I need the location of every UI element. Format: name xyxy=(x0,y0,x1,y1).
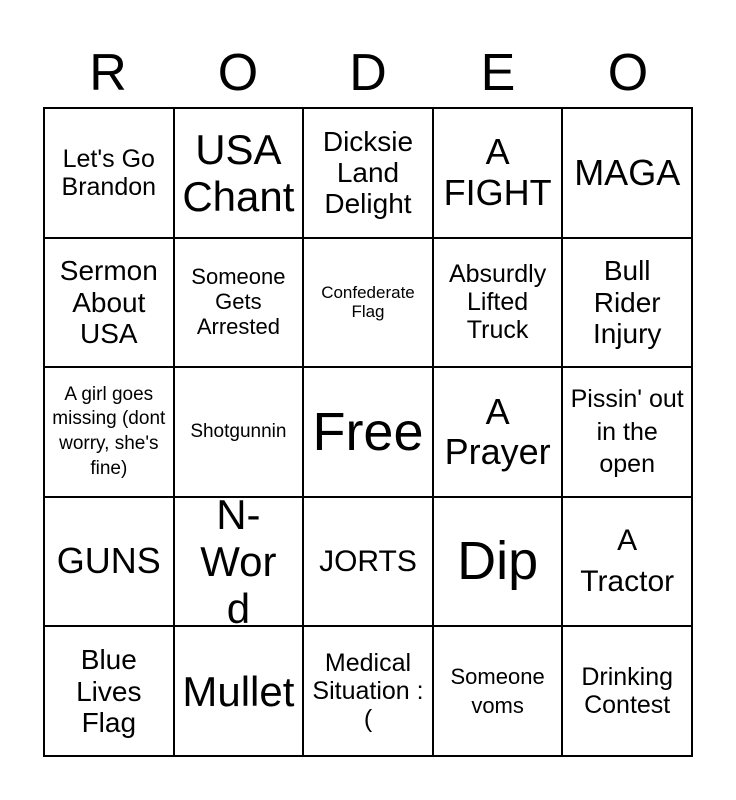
bingo-cell-r2c4[interactable] xyxy=(433,238,563,368)
bingo-cell-r5c1[interactable] xyxy=(44,626,174,756)
bingo-cell-r5c4[interactable] xyxy=(433,626,563,756)
bingo-board xyxy=(43,107,693,757)
cell-label: Dip xyxy=(457,531,539,592)
cell-label: Sermon About USA xyxy=(59,255,158,350)
bingo-cell-r1c2[interactable] xyxy=(174,108,304,238)
bingo-cell-r1c3[interactable] xyxy=(303,108,433,238)
cell-label: Bull Rider Injury xyxy=(592,255,662,350)
cell-label: Dicksie Land Delight xyxy=(322,125,414,220)
bingo-cell-r2c5[interactable] xyxy=(562,238,692,368)
bingo-cell-free[interactable] xyxy=(303,367,433,497)
cell-label: Medical Situation :( xyxy=(312,649,424,734)
bingo-cell-r2c1[interactable] xyxy=(44,238,174,368)
header-letter-r: R xyxy=(89,44,127,102)
cell-label: Absurdly Lifted Truck xyxy=(448,260,547,345)
cell-label: Someone voms xyxy=(450,663,545,719)
cell-label: A Prayer xyxy=(444,390,551,472)
bingo-header xyxy=(43,38,693,108)
cell-label: Mullet xyxy=(182,667,295,715)
header-letter-o: O xyxy=(217,44,259,102)
cell-label: MAGA xyxy=(574,151,681,193)
bingo-cell-r4c3[interactable] xyxy=(303,497,433,627)
bingo-cell-r5c5[interactable] xyxy=(562,626,692,756)
free-space-label: Free xyxy=(312,401,424,462)
cell-label: JORTS xyxy=(319,544,417,578)
bingo-cell-r5c3[interactable] xyxy=(303,626,433,756)
bingo-cell-r4c1[interactable] xyxy=(44,497,174,627)
cell-label: Someone Gets Arrested xyxy=(191,264,286,339)
bingo-cell-r1c1[interactable] xyxy=(44,108,174,238)
bingo-cell-r2c2[interactable] xyxy=(174,238,304,368)
cell-label: Shotgunnin xyxy=(190,421,287,443)
header-letter-d: D xyxy=(349,44,387,102)
header-letter-o-2: O xyxy=(607,44,649,102)
bingo-cell-r1c5[interactable] xyxy=(562,108,692,238)
bingo-cell-r4c2[interactable] xyxy=(174,497,304,627)
cell-label: A girl goes missing (dont worry, she's fine) xyxy=(52,383,166,479)
header-letter-e: E xyxy=(480,44,516,102)
cell-label: GUNS xyxy=(56,540,161,582)
bingo-cell-r3c5[interactable] xyxy=(562,367,692,497)
cell-label: USA Chant xyxy=(182,125,295,220)
bingo-cell-r3c1[interactable] xyxy=(44,367,174,497)
cell-label: Blue Lives Flag xyxy=(76,644,142,738)
bingo-cell-r1c4[interactable] xyxy=(433,108,563,238)
cell-label: A Tractor xyxy=(580,524,675,598)
cell-label: Confederate Flag xyxy=(321,283,415,322)
bingo-cell-r3c2[interactable] xyxy=(174,367,304,497)
cell-label: A FIGHT xyxy=(443,131,552,213)
bingo-cell-r3c4[interactable] xyxy=(433,367,563,497)
bingo-cell-r4c5[interactable] xyxy=(562,497,692,627)
cell-label: Pissin' out in the open xyxy=(570,385,684,479)
bingo-cell-r2c3[interactable] xyxy=(303,238,433,368)
cell-label: Drinking Contest xyxy=(581,663,674,720)
cell-label: Let's Go Brandon xyxy=(61,144,157,201)
bingo-cell-r5c2[interactable] xyxy=(174,626,304,756)
bingo-cell-r4c4[interactable] xyxy=(433,497,563,627)
cell-label: N-Word xyxy=(200,496,277,627)
